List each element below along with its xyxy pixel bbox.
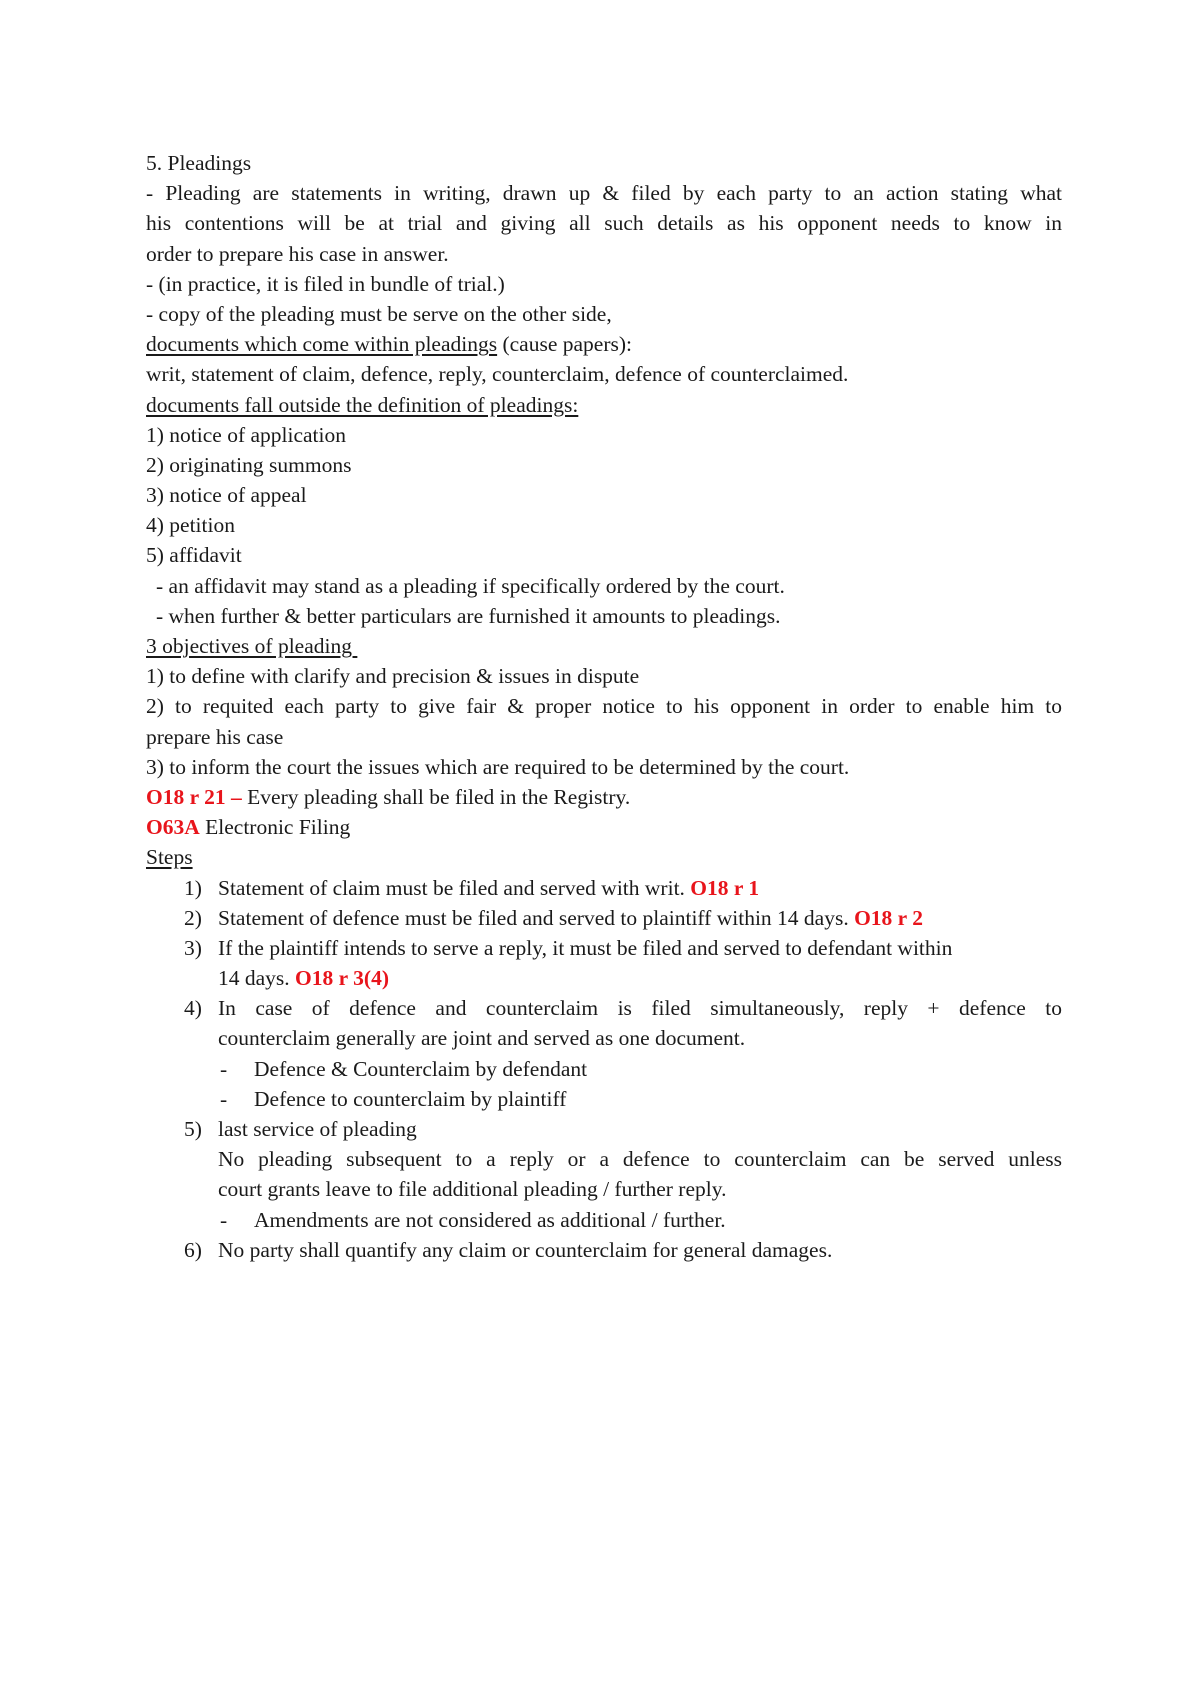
- step-text: Statement of defence must be filed and served to plaintiff within 14 days.: [218, 905, 855, 930]
- rule-ref: O18 r 3(4): [295, 966, 389, 991]
- step-text: In case of defence and counterclaim is filed simultaneously, reply + defence to: [218, 996, 1062, 1021]
- step-number: 2): [184, 905, 202, 930]
- step-number: 5): [184, 1117, 202, 1141]
- step-2: [146, 903, 1062, 933]
- step-6: [146, 1235, 1062, 1265]
- intro-line-5: - copy of the pleading must be serve on the other side,: [146, 301, 612, 326]
- rule-o63a: [146, 812, 1062, 842]
- outside-heading: [146, 390, 1062, 420]
- rule-ref: O18 r 1: [690, 875, 760, 900]
- intro-line-2: his contentions will be at trial and giving all such details as his opponent needs to know in: [146, 211, 1062, 236]
- step-5-cont: court grants leave to file additional pleading / further reply.: [218, 1177, 727, 1202]
- intro-line-4: - (in practice, it is filed in bundle of trial.): [146, 271, 505, 296]
- step-number: 3): [184, 935, 202, 960]
- rule-text: Electronic Filing: [199, 815, 351, 840]
- objectives-heading: [146, 631, 1062, 661]
- section-heading: 5. Pleadings: [146, 151, 252, 175]
- outside-item: 3) notice of appeal: [146, 483, 307, 508]
- within-heading: [146, 329, 1062, 359]
- step-text: No party shall quantify any claim or counterclaim for general damages.: [218, 1237, 833, 1262]
- step-1: [146, 873, 1062, 903]
- steps-label: Steps: [146, 845, 193, 870]
- rule-ref: O63A: [146, 815, 200, 840]
- steps-heading: [146, 842, 1062, 872]
- outside-item: 5) affidavit: [146, 543, 242, 568]
- step-4-sub: [146, 1054, 1062, 1084]
- objective-item: prepare his case: [146, 724, 284, 749]
- sub-text: Defence & Counterclaim by defendant: [254, 1056, 588, 1081]
- outside-item: 2) originating summons: [146, 452, 352, 477]
- within-suffix: (cause papers):: [497, 332, 633, 357]
- rule-o18r21: [146, 782, 1062, 812]
- intro-line-1: - Pleading are statements in writing, drawn up & filed by each party to an action stating what: [146, 181, 1062, 206]
- sub-text: Amendments are not considered as additional / further.: [254, 1207, 726, 1232]
- step-4-sub: [146, 1084, 1062, 1114]
- step-text: Statement of claim must be filed and served with writ.: [218, 875, 691, 900]
- dash-bullet: -: [220, 1086, 228, 1111]
- outside-item: 1) notice of application: [146, 422, 346, 447]
- outside-item: 4) petition: [146, 513, 235, 538]
- outside-label: documents fall outside the definition of pleadings:: [146, 392, 579, 417]
- step-3: [146, 933, 1062, 963]
- document-page: [146, 148, 1062, 1265]
- step-5: [146, 1114, 1062, 1144]
- step-text: 14 days.: [218, 966, 296, 991]
- step-4-cont: counterclaim generally are joint and served as one document.: [218, 1026, 746, 1051]
- rule-ref: O18 r 21 –: [146, 784, 242, 809]
- sub-text: Defence to counterclaim by plaintiff: [254, 1086, 567, 1111]
- step-3-cont: [146, 963, 1062, 993]
- intro-line-3: order to prepare his case in answer.: [146, 241, 449, 266]
- dash-bullet: -: [220, 1207, 228, 1232]
- objectives-label: 3 objectives of pleading: [146, 634, 358, 658]
- step-text: If the plaintiff intends to serve a reply, it must be filed and served to defendant within: [218, 935, 953, 960]
- within-label: documents which come within pleadings: [146, 332, 498, 357]
- step-number: 4): [184, 996, 202, 1021]
- step-5-sub: [146, 1205, 1062, 1235]
- step-number: 1): [184, 875, 202, 900]
- affidavit-note: - when further & better particulars are furnished it amounts to pleadings.: [156, 603, 781, 628]
- rule-ref: O18 r 2: [854, 905, 923, 930]
- objective-item: 3) to inform the court the issues which are required to be determined by the court.: [146, 754, 850, 779]
- objective-item: 2) to requited each party to give fair & proper notice to his opponent in order to enable him to: [146, 694, 1062, 719]
- affidavit-note: - an affidavit may stand as a pleading if specifically ordered by the court.: [156, 573, 785, 598]
- dash-bullet: -: [220, 1056, 228, 1081]
- rule-text: Every pleading shall be filed in the Registry.: [241, 784, 631, 809]
- step-4: [146, 993, 1062, 1023]
- step-5-cont: [146, 1144, 1062, 1174]
- step-number: 6): [184, 1237, 202, 1262]
- step-text: No pleading subsequent to a reply or a defence to counterclaim can be served unless: [218, 1147, 1062, 1172]
- objective-item: 1) to define with clarify and precision & issues in dispute: [146, 664, 640, 689]
- within-list: writ, statement of claim, defence, reply, counterclaim, defence of counterclaimed.: [146, 362, 849, 387]
- step-text: last service of pleading: [218, 1117, 417, 1141]
